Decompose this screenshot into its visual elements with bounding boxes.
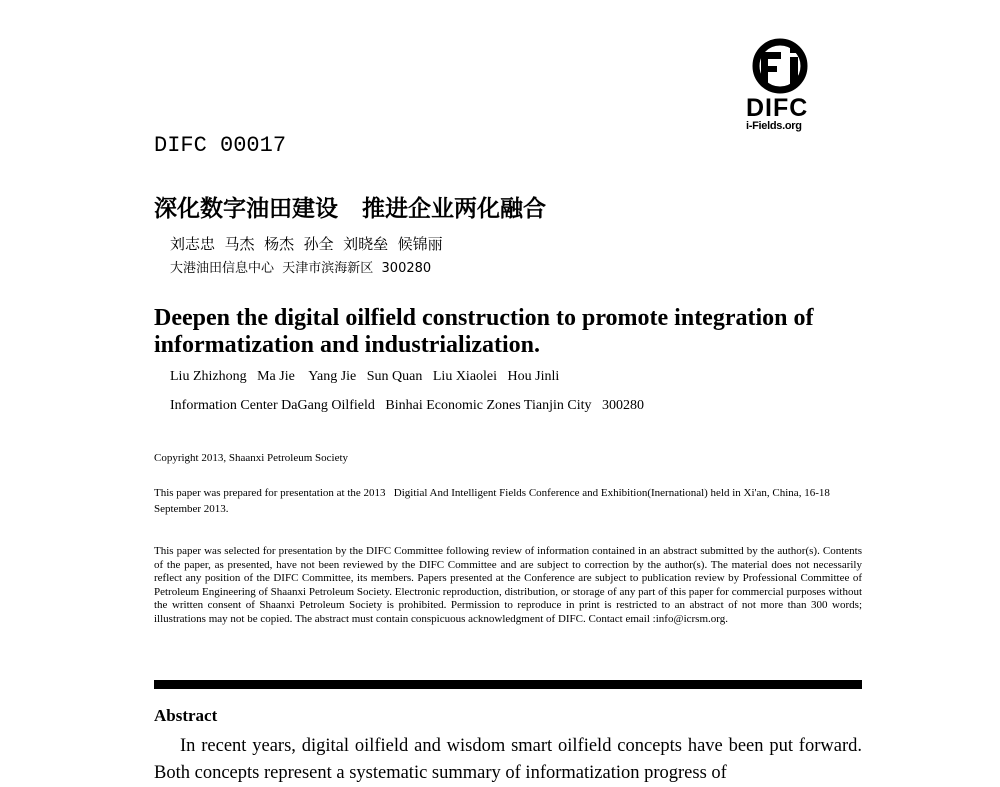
abstract-text: In recent years, digital oilfield and wisdom smart oilfield concepts have been put forward. Both concepts represent a systematic summary of informatization progress of — [154, 736, 862, 783]
section-divider — [154, 680, 862, 689]
chinese-title: 深化数字油田建设 推进企业两化融合 — [154, 196, 547, 222]
paper-id: DIFC 00017 — [154, 133, 287, 158]
review-notice: This paper was selected for presentation by the DIFC Committee following review of information contained in an abstract submitted by the author(s). Contents of the paper, as presented, have not been reviewed by the DIFC Committee and are subject to correction by the author(s). The material does not necessarily reflect any position of the DIFC Committee, its members. Papers presented at the Conference are subject to publication review by Professional Committee of Petroleum Engineering of Shaanxi Petroleum Society. Electronic reproduction, distribution, or storage of any part of this paper for commercial purposes without the written consent of Shaanxi Petroleum Society is prohibited. Permission to reproduce in print is restricted to an abstract of not more than 300 words; illustrations may not be copied. The abstract must contain conspicuous acknowledgment of DIFC. Contact email :info@icrsm.org. — [154, 545, 862, 625]
abstract-heading: Abstract — [154, 706, 218, 725]
english-affiliation: Information Center DaGang Oilfield Binhai Economic Zones Tianjin City 300280 — [170, 398, 644, 413]
prepared-notice: This paper was prepared for presentation at the 2013 Digitial And Intelligent Fields Conference and Exhibition(Inernational) held in Xi'an, China, 16-18 September 2013. — [154, 487, 833, 515]
english-title: Deepen the digital oilfield construction to promote integration of informatization and industrialization. — [154, 305, 814, 358]
chinese-affiliation: 大港油田信息中心 天津市滨海新区 300280 — [170, 261, 432, 276]
copyright-line: Copyright 2013, Shaanxi Petroleum Society — [154, 452, 349, 464]
logo-wordmark: DIFC — [746, 94, 809, 122]
english-authors: Liu Zhizhong Ma Jie Yang Jie Sun Quan Liu Xiaolei Hou Jinli — [170, 369, 560, 384]
logo-subtitle: i-Fields.org — [746, 120, 802, 132]
chinese-authors: 刘志忠 马杰 杨杰 孙全 刘晓垒 候锦丽 — [170, 235, 443, 253]
